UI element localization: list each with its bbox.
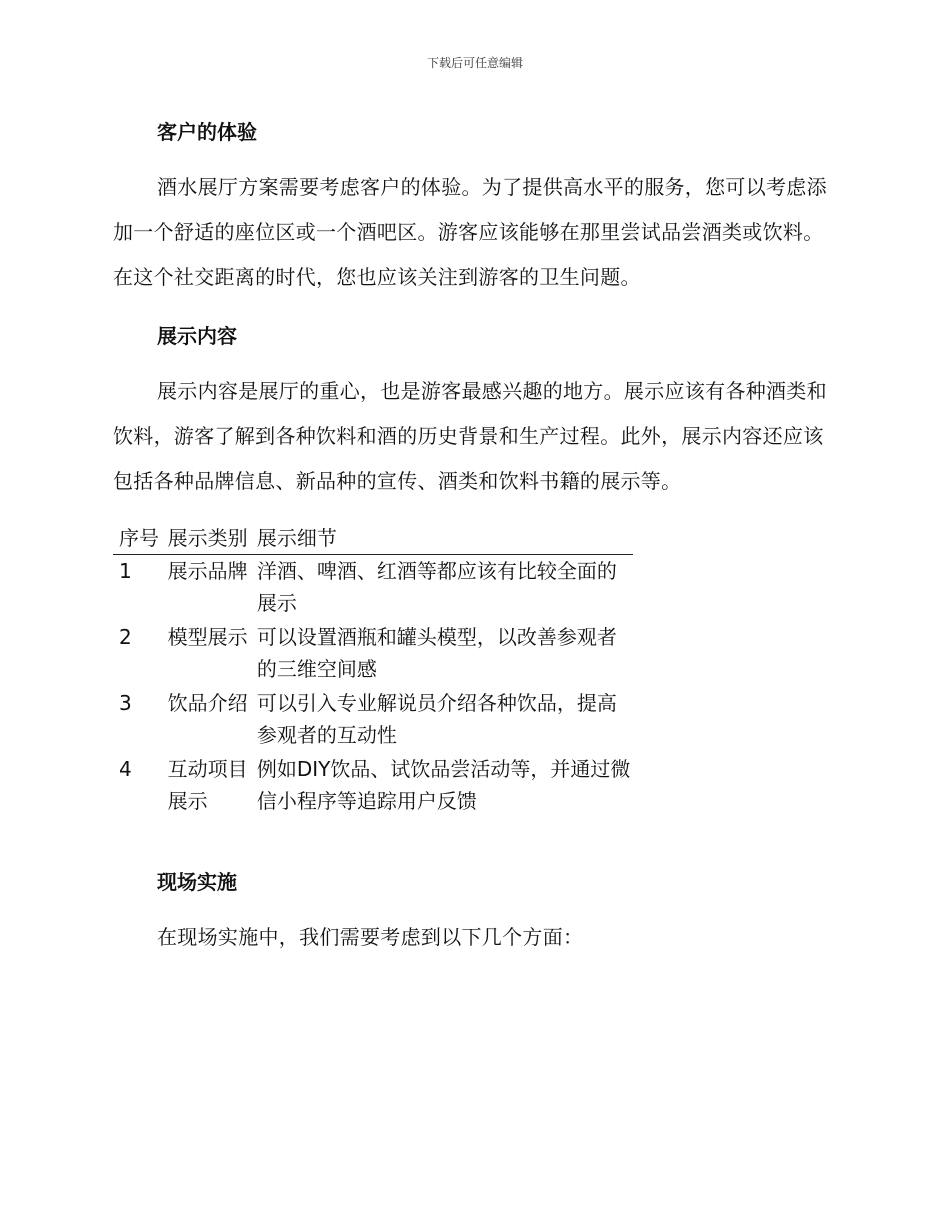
table-cell-detail: 可以引入专业解说员介绍各种饮品，提高参观者的互动性 bbox=[256, 691, 617, 747]
table-cell-category: 饮品介绍 bbox=[167, 691, 248, 715]
table-cell-detail: 洋酒、啤酒、红酒等都应该有比较全面的展示 bbox=[256, 559, 617, 615]
table-cell-category: 互动项目展示 bbox=[167, 757, 248, 813]
table-cell-index: 2 bbox=[119, 625, 132, 649]
section-paragraph-customer-experience: 酒水展厅方案需要考虑客户的体验。为了提供高水平的服务，您可以考虑添加一个舒适的座位区或一个酒吧区。游客应该能够在那里尝试品尝酒类或饮料。在这个社交距离的时代，您也应该关注到游客的卫生问题。 bbox=[113, 175, 827, 289]
section-paragraph-display-content: 展示内容是展厅的重心，也是游客最感兴趣的地方。展示应该有各种酒类和饮料，游客了解到各种饮料和酒的历史背景和生产过程。此外，展示内容还应该包括各种品牌信息、新品种的宣传、酒类和饮料书籍的展示等。 bbox=[113, 379, 827, 493]
section-heading-onsite-implementation: 现场实施 bbox=[157, 870, 237, 894]
table-header-row bbox=[113, 522, 633, 555]
table-row bbox=[113, 621, 633, 687]
section-heading-display-content: 展示内容 bbox=[157, 324, 237, 348]
section-heading-customer-experience: 客户的体验 bbox=[157, 120, 257, 144]
table-cell-detail: 例如DIY饮品、试饮品尝活动等，并通过微信小程序等追踪用户反馈 bbox=[256, 757, 631, 813]
table-cell-category: 展示品牌 bbox=[167, 559, 248, 583]
section-paragraph-onsite-implementation: 在现场实施中，我们需要考虑到以下几个方面： bbox=[157, 925, 584, 949]
table-row bbox=[113, 555, 633, 622]
table-row bbox=[113, 687, 633, 753]
display-table bbox=[113, 522, 633, 819]
table-row bbox=[113, 753, 633, 819]
table-header-category: 展示类别 bbox=[168, 522, 257, 555]
table-cell-index: 4 bbox=[119, 757, 132, 781]
table-cell-index: 3 bbox=[119, 691, 132, 715]
table-cell-index: 1 bbox=[119, 559, 132, 583]
table-cell-category: 模型展示 bbox=[167, 625, 248, 649]
table-header-detail: 展示细节 bbox=[257, 522, 633, 555]
table-header-index: 序号 bbox=[113, 522, 168, 555]
page-header-note: 下载后可任意编辑 bbox=[426, 56, 523, 70]
table-cell-detail: 可以设置酒瓶和罐头模型，以改善参观者的三维空间感 bbox=[256, 625, 617, 681]
